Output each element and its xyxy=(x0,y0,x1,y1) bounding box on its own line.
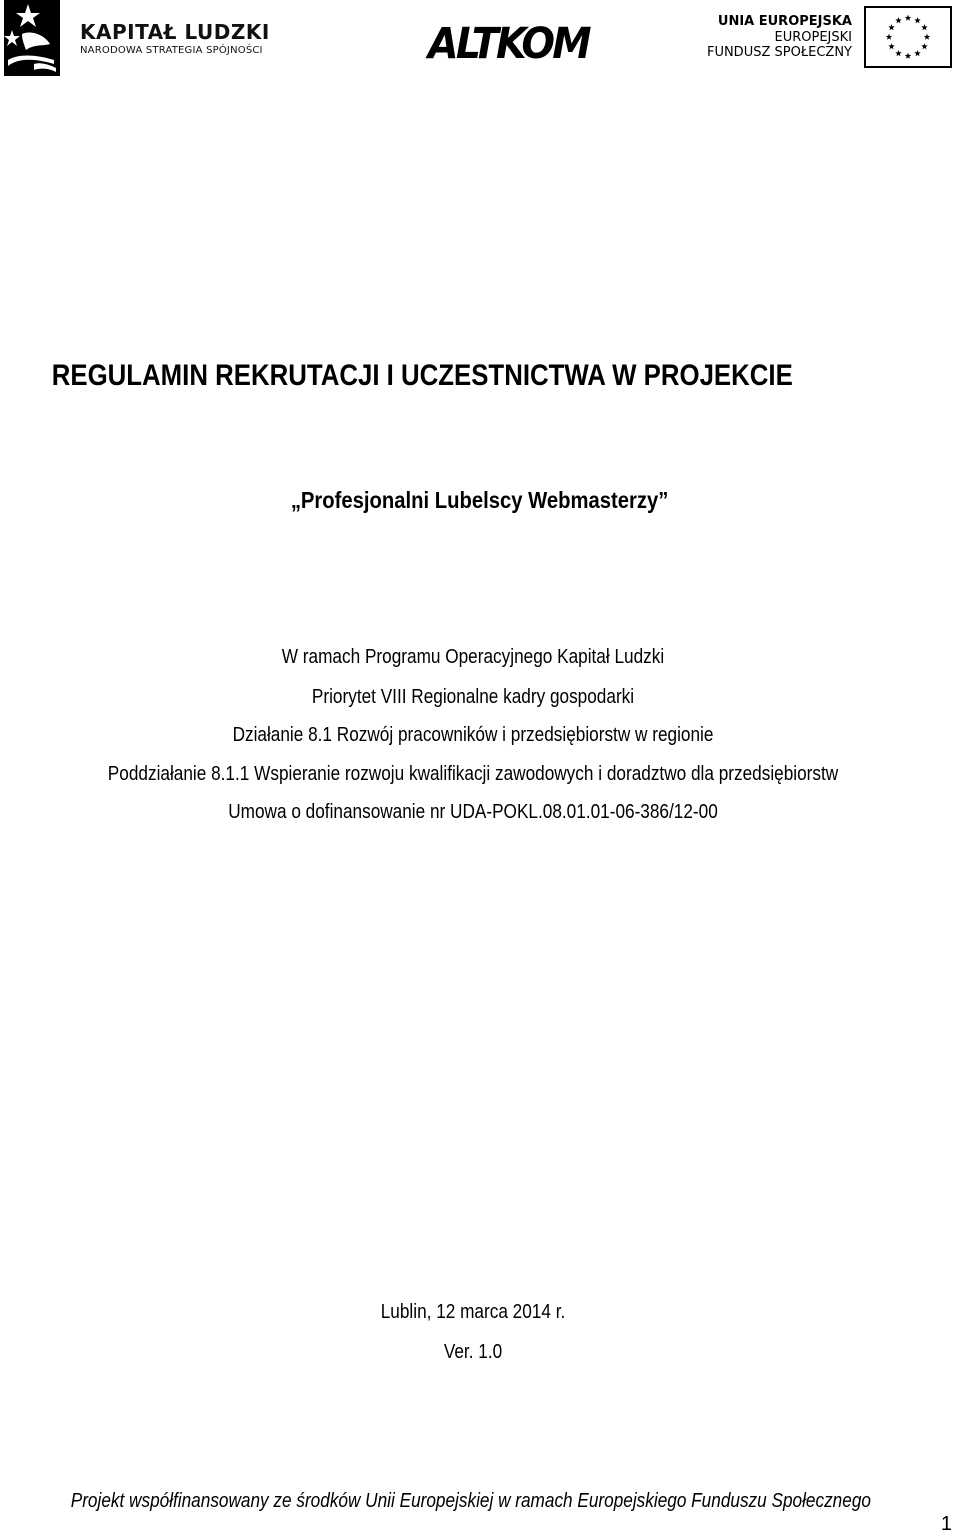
eu-flag-icon xyxy=(864,6,952,68)
document-title: REGULAMIN REKRUTACJI I UCZESTNICTWA W PROJEKCIE xyxy=(51,359,793,392)
altkom-logo xyxy=(428,18,589,70)
eu-star-icon xyxy=(914,50,920,56)
kapital-ludzki-title: KAPITAŁ LUDZKI xyxy=(80,20,270,44)
kapital-ludzki-subtitle: NARODOWA STRATEGIA SPÓJNOŚCI xyxy=(80,45,263,56)
program-line-1: W ramach Programu Operacyjnego Kapitał Ludzki xyxy=(281,646,665,668)
footer-text: Projekt współfinansowany ze środków Unii Europejskiej w ramach Europejskiego Funduszu Społecznego xyxy=(70,1490,871,1512)
eu-star-icon xyxy=(895,17,901,23)
eu-logo-line-2: EUROPEJSKI xyxy=(774,30,852,45)
eu-star-icon xyxy=(905,53,911,59)
program-line-3: Działanie 8.1 Rozwój pracowników i przedsiębiorstw w regionie xyxy=(232,724,714,746)
page-number: 1 xyxy=(940,1513,952,1535)
eu-star-icon xyxy=(895,50,901,56)
program-line-2: Priorytet VIII Regionalne kadry gospodarki xyxy=(311,686,635,708)
eu-star-icon xyxy=(888,43,894,49)
eu-star-icon xyxy=(888,24,894,30)
eu-star-icon xyxy=(914,17,920,23)
place-date: Lublin, 12 marca 2014 r. xyxy=(380,1301,566,1323)
altkom-logo-text: ALTKOM xyxy=(428,19,589,69)
eu-star-icon xyxy=(905,15,911,21)
eu-logo xyxy=(706,4,956,70)
project-name: „Profesjonalni Lubelscy Webmasterzy” xyxy=(290,487,669,513)
eu-logo-line-3: FUNDUSZ SPOŁECZNY xyxy=(706,45,852,60)
eu-star-icon xyxy=(924,34,930,40)
eu-star-icon xyxy=(886,34,892,40)
kapital-ludzki-emblem-icon xyxy=(4,0,60,76)
eu-logo-text xyxy=(707,14,852,60)
kapital-ludzki-logo xyxy=(4,0,270,76)
eu-stars-icon xyxy=(866,8,950,66)
program-line-5: Umowa o dofinansowanie nr UDA-POKL.08.01.01-06-386/12-00 xyxy=(228,801,718,823)
eu-logo-line-1: UNIA EUROPEJSKA xyxy=(717,14,852,29)
eu-star-icon xyxy=(921,43,927,49)
eu-star-icon xyxy=(921,24,927,30)
version: Ver. 1.0 xyxy=(443,1341,503,1363)
program-line-4: Poddziałanie 8.1.1 Wspieranie rozwoju kwalifikacji zawodowych i doradztwo dla przedsiębiorstw xyxy=(107,763,839,785)
